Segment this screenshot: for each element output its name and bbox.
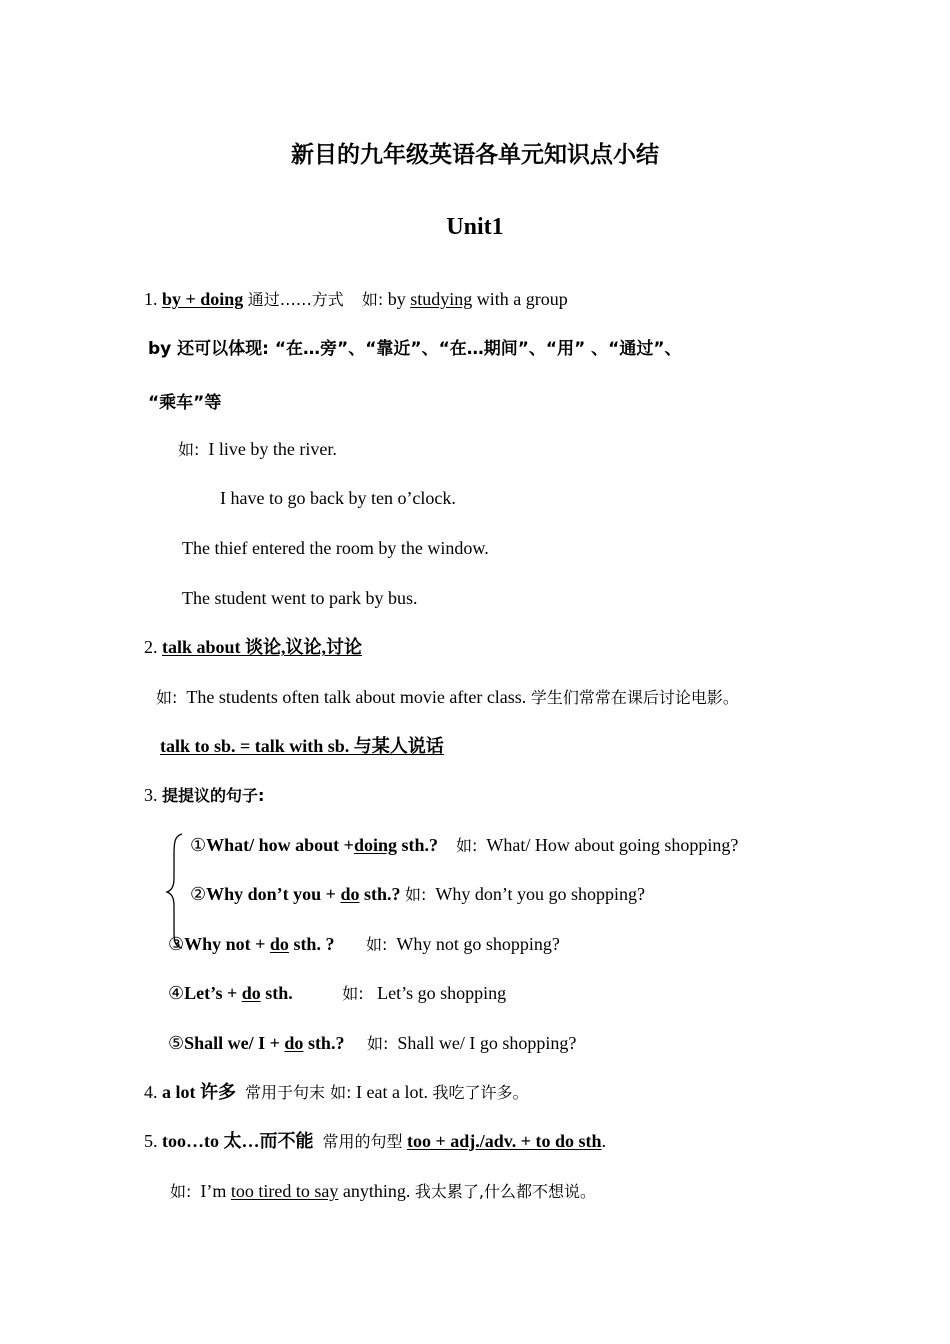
document-title: 新目的九年级英语各单元知识点小结 bbox=[291, 142, 659, 168]
section-number: 3. bbox=[144, 785, 158, 805]
example-part: I’m bbox=[200, 1181, 231, 1201]
meaning: 通过……方式 bbox=[247, 290, 344, 309]
example-sentence: I live by the river. bbox=[208, 439, 337, 459]
example-marker: 如: bbox=[170, 1182, 192, 1201]
key-phrase: talk about 谈论,议论,讨论 bbox=[162, 637, 363, 657]
example-underlined: too tired to say bbox=[230, 1181, 339, 1201]
example-line bbox=[170, 1180, 596, 1203]
suggestion-item: ⑤Shall we/ I + do sth.? 如: Shall we/ I go shopping? bbox=[168, 1033, 577, 1053]
example-sentence: Let’s go shopping bbox=[377, 983, 507, 1003]
section-2-heading bbox=[144, 636, 362, 658]
example-marker: 如: bbox=[342, 984, 364, 1003]
section-4-heading bbox=[144, 1081, 528, 1104]
unit-heading: Unit1 bbox=[446, 214, 504, 240]
section-5-heading: 5. too…to 太…而不能 常用的句型 too + adj./adv. + to do sth. bbox=[144, 1131, 607, 1151]
related-phrase: talk to sb. = talk with sb. 与某人说话 bbox=[160, 736, 444, 756]
circled-number: ① bbox=[190, 835, 207, 855]
section-1-heading bbox=[144, 288, 568, 311]
example-sentence: What/ How about going shopping? bbox=[486, 835, 739, 855]
suggestion-item: ②Why don’t you + do sth.? 如: Why don’t you go shopping? bbox=[190, 884, 646, 904]
example-marker: 如: bbox=[455, 836, 478, 855]
example-sentence: The students often talk about movie after class. bbox=[186, 687, 527, 707]
section-title: 提提议的句子: bbox=[162, 786, 265, 805]
section-number: 1. bbox=[144, 289, 158, 309]
usage-note-cont: “乘车”等 bbox=[148, 393, 222, 413]
key-phrase: a lot 许多 bbox=[162, 1082, 236, 1102]
section-number: 5. bbox=[144, 1131, 158, 1151]
section-3-heading bbox=[144, 784, 264, 807]
example-marker: 如: bbox=[365, 935, 388, 954]
example-line bbox=[156, 686, 739, 709]
example-marker: 如: bbox=[366, 1034, 389, 1053]
sentence-pattern: too + adj./adv. + to do sth bbox=[407, 1131, 602, 1151]
key-phrase: too…to 太…而不能 bbox=[162, 1131, 314, 1151]
key-phrase: by + doing bbox=[162, 289, 244, 309]
circled-number: ⑤ bbox=[168, 1033, 185, 1053]
circled-number: ③ bbox=[168, 934, 185, 954]
example-sentence: Shall we/ I go shopping? bbox=[397, 1033, 577, 1053]
curly-brace-icon bbox=[164, 830, 188, 950]
example-translation: 学生们常常在课后讨论电影。 bbox=[530, 688, 739, 707]
example-sentence: I eat a lot. bbox=[355, 1082, 428, 1102]
section-number: 2. bbox=[144, 637, 158, 657]
usage: 常用于句末 如: bbox=[245, 1083, 352, 1102]
suggestion-item: ④Let’s + do sth. 如: Let’s go shopping bbox=[168, 983, 507, 1003]
example-marker: 如: bbox=[404, 885, 427, 904]
example-underlined: studying bbox=[410, 289, 473, 309]
usage: 常用的句型 bbox=[322, 1132, 403, 1151]
section-number: 4. bbox=[144, 1082, 158, 1102]
suggestion-item: ③Why not + do sth. ? 如: Why not go shopping? bbox=[168, 934, 560, 954]
example-sentence: Why don’t you go shopping? bbox=[435, 884, 646, 904]
suggestion-item: ①What/ how about +doing sth.? 如: What/ How about going shopping? bbox=[190, 835, 739, 855]
example-marker: 如: bbox=[178, 440, 200, 459]
circled-number: ② bbox=[190, 884, 207, 904]
example-marker: 如: bbox=[156, 688, 178, 707]
example-translation: 我吃了许多。 bbox=[432, 1083, 529, 1102]
example-sentence: The thief entered the room by the window. bbox=[182, 538, 489, 558]
example-sentence: The student went to park by bus. bbox=[182, 588, 418, 608]
example-sentence: Why not go shopping? bbox=[396, 934, 560, 954]
example-part: by bbox=[387, 289, 411, 309]
example-marker: 如: bbox=[361, 290, 384, 309]
circled-number: ④ bbox=[168, 983, 185, 1003]
example-sentence: I have to go back by ten o’clock. bbox=[220, 488, 456, 508]
example-translation: 我太累了,什么都不想说。 bbox=[414, 1182, 596, 1201]
example-part: anything. bbox=[338, 1181, 411, 1201]
example-part: with a group bbox=[472, 289, 568, 309]
usage-note: by 还可以体现: “在…旁”、“靠近”、“在…期间”、“用” 、“通过”、 bbox=[148, 339, 682, 359]
example-line bbox=[178, 438, 337, 461]
